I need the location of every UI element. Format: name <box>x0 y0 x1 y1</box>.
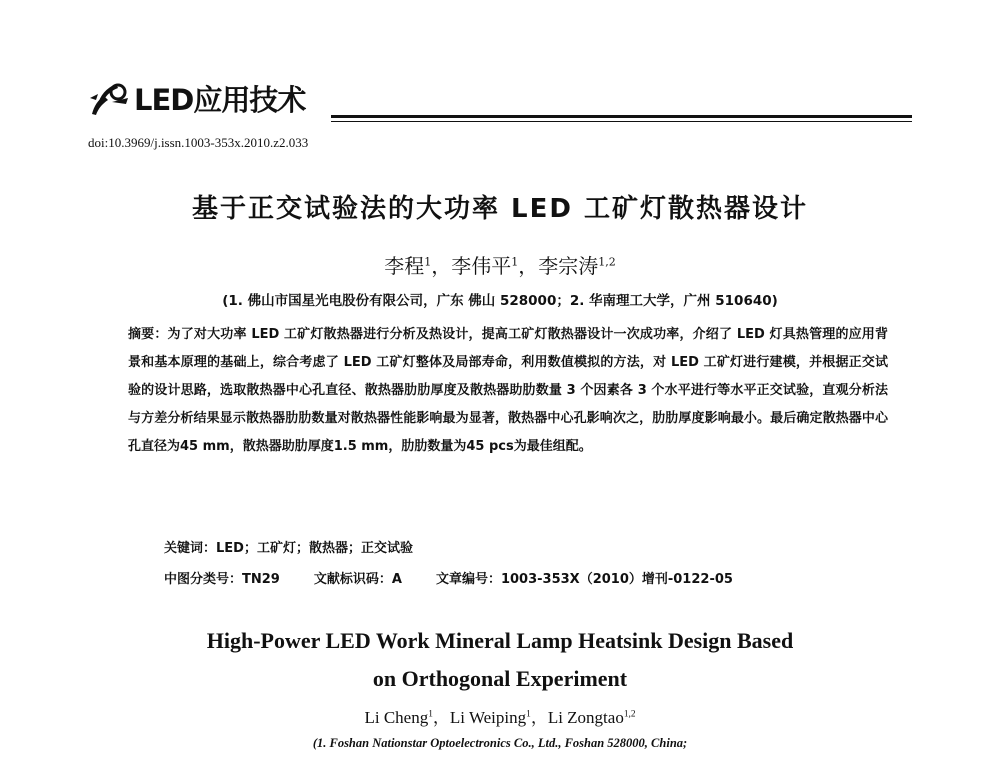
author-en: Li Cheng$^1$ <box>364 708 433 727</box>
author-cn: 李宗涛$^{1,2}$ <box>538 254 616 278</box>
header-rule-thin <box>331 121 912 122</box>
doc-code-label: 文献标识码： <box>313 572 392 587</box>
header-rule-thick <box>331 115 912 118</box>
affiliations-en: (1. Foshan Nationstar Optoelectronics Co., Ltd., Foshan 528000, China; <box>312 736 688 750</box>
keywords-label: 关键词： <box>164 541 217 556</box>
journal-name: LED应用技术 <box>134 83 306 117</box>
article-title-en <box>0 622 1000 698</box>
classification-line <box>164 568 733 587</box>
author-cn: 李程$^1$ <box>384 254 432 278</box>
author-separator: ， <box>518 254 539 278</box>
journal-header <box>88 72 912 130</box>
clc-label: 中图分类号： <box>164 572 243 587</box>
keywords-text: LED；工矿灯；散热器；正交试验 <box>216 541 413 556</box>
author-en: Li Zongtao$^{1,2}$ <box>547 708 636 727</box>
doc-code-value: A <box>391 572 402 587</box>
author-separator: ， <box>431 254 452 278</box>
keywords <box>164 537 413 556</box>
article-title-cn: 基于正交试验法的大功率 LED 工矿灯散热器设计 <box>191 194 808 224</box>
author-separator: ， <box>432 708 450 727</box>
author-en: Li Weiping$^1$ <box>449 708 531 727</box>
authors-en <box>0 703 1000 728</box>
affiliations-cn: (1. 佛山市国星光电股份有限公司，广东 佛山 528000；2. 华南理工大学，广州 510640) <box>222 293 778 309</box>
abstract-label: 摘要： <box>128 327 168 342</box>
author-cn: 李伟平$^1$ <box>451 254 519 278</box>
title-en-line-2: on Orthogonal Experiment <box>372 666 628 691</box>
title-en-line-1: High-Power LED Work Mineral Lamp Heatsink Design Based <box>206 628 794 653</box>
article-number-label: 文章编号： <box>435 572 501 587</box>
authors-cn <box>0 250 1000 279</box>
abstract <box>128 321 888 461</box>
author-separator: ， <box>530 708 548 727</box>
article-number-value: 1003-353X（2010）增刊-0122-05 <box>500 572 733 587</box>
led-bulb-logo-icon <box>88 78 130 122</box>
clc-value: TN29 <box>242 572 280 587</box>
doi-text: doi:10.3969/j.issn.1003-353x.2010.z2.033 <box>88 135 309 150</box>
abstract-text: 为了对大功率 LED 工矿灯散热器进行分析及热设计，提高工矿灯散热器设计一次成功率，介绍了 LED 灯具热管理的应用背景和基本原理的基础上，综合考虑了 LED 工矿灯整体及局部寿命，利用数值模拟的方法，对 LED 工矿灯进行建模，并根据正交试验的设计思路，选取散热器中心孔直径、散热器肋肋厚度及散热器助肋数量 3 个因素各 3 个水平进行等水平正交试验，直观分析法与方差分析结果显示散热器肋肋数量对散热器性能影响最为显著，散热器中心孔影响次之，肋肋厚度影响最小。最后确定散热器中心孔直径为45 mm，散热器助肋厚度1.5 mm，肋肋数量为45 pcs为最佳组配。 <box>128 327 888 454</box>
